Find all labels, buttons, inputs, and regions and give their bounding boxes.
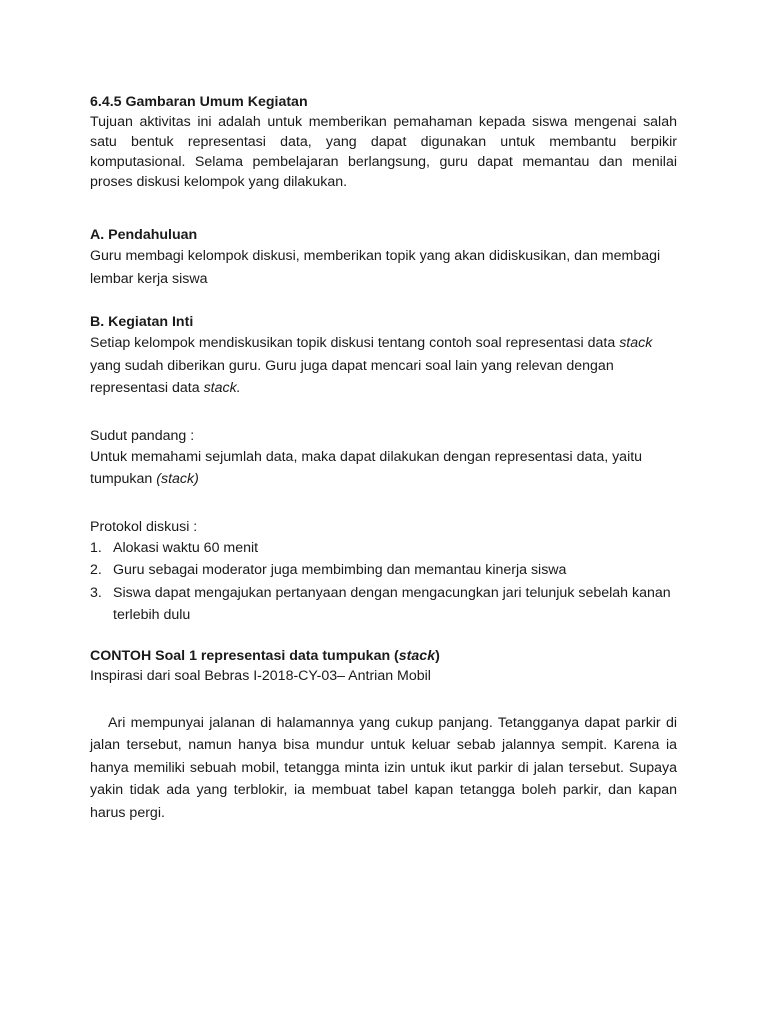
pendahuluan-paragraph: Guru membagi kelompok diskusi, memberikan topik yang akan didiskusikan, dan membagi lembar kerja siswa	[90, 248, 661, 287]
gambaran-umum-paragraph: Tujuan aktivitas ini adalah untuk memberikan pemahaman kepada siswa mengenai salah satu bentuk representasi data, yang dapat digunakan untuk membantu berpikir komputasional. Selama pembelajaran berlangsung, guru dapat memantau dan menilai proses diskusi kelompok yang dilakukan.	[90, 114, 677, 190]
list-item	[90, 559, 677, 582]
contoh-title-text-1: CONTOH Soal 1 representasi data tumpukan (	[90, 647, 399, 664]
list-item-number: 3.	[90, 584, 102, 601]
section-title-kegiatan-inti: B. Kegiatan Inti	[90, 314, 194, 330]
section-title-gambaran-umum: 6.4.5 Gambaran Umum Kegiatan	[90, 94, 308, 110]
kegiatan-inti-italic-1: stack	[619, 335, 653, 351]
list-item-text: Siswa dapat mengajukan pertanyaan dengan mengacungkan jari telunjuk sebelah kanan terlebih dulu	[113, 584, 671, 623]
list-item	[90, 537, 677, 560]
sudut-pandang-label: Sudut pandang :	[90, 427, 195, 444]
list-item-text: Alokasi waktu 60 menit	[113, 539, 259, 556]
sudut-pandang-text: Untuk memahami sejumlah data, maka dapat dilakukan dengan representasi data, yaitu tumpukan	[90, 448, 643, 487]
contoh-paragraph: Ari mempunyai jalanan di halamannya yang cukup panjang. Tetangganya dapat parkir di jalan tersebut, namun hanya bisa mundur untuk keluar sebab jalannya sempit. Karena ia hanya memiliki sebuah mobil, tetangga minta izin untuk ikut parkir di jalan tersebut. Supaya yakin tidak ada yang terblokir, ia membuat tabel kapan tetangga boleh parkir, dan kapan harus pergi.	[90, 714, 677, 821]
list-item	[90, 582, 677, 627]
sudut-pandang-paragraph	[90, 446, 677, 491]
contoh-title-italic: stack	[398, 647, 436, 664]
protokol-list	[90, 537, 677, 627]
contoh-title-text-2: )	[435, 647, 440, 664]
list-item-number: 1.	[90, 539, 102, 556]
sudut-pandang-italic: (stack)	[156, 471, 199, 487]
kegiatan-inti-text-2: yang sudah diberikan guru. Guru juga dapat mencari soal lain yang relevan dengan representasi data	[90, 357, 614, 396]
section-title-pendahuluan: A. Pendahuluan	[90, 227, 198, 243]
list-item-text: Guru sebagai moderator juga membimbing dan memantau kinerja siswa	[113, 562, 567, 578]
kegiatan-inti-italic-2: stack.	[203, 380, 241, 396]
section-title-contoh-soal	[90, 646, 677, 666]
list-item-number: 2.	[90, 562, 102, 578]
document-page	[90, 92, 677, 824]
contoh-subtitle: Inspirasi dari soal Bebras I-2018-CY-03– Antrian Mobil	[90, 667, 431, 684]
kegiatan-inti-text-1: Setiap kelompok mendiskusikan topik diskusi tentang contoh soal representasi data	[90, 335, 620, 351]
kegiatan-inti-paragraph	[90, 332, 677, 400]
protokol-label: Protokol diskusi :	[90, 518, 198, 535]
